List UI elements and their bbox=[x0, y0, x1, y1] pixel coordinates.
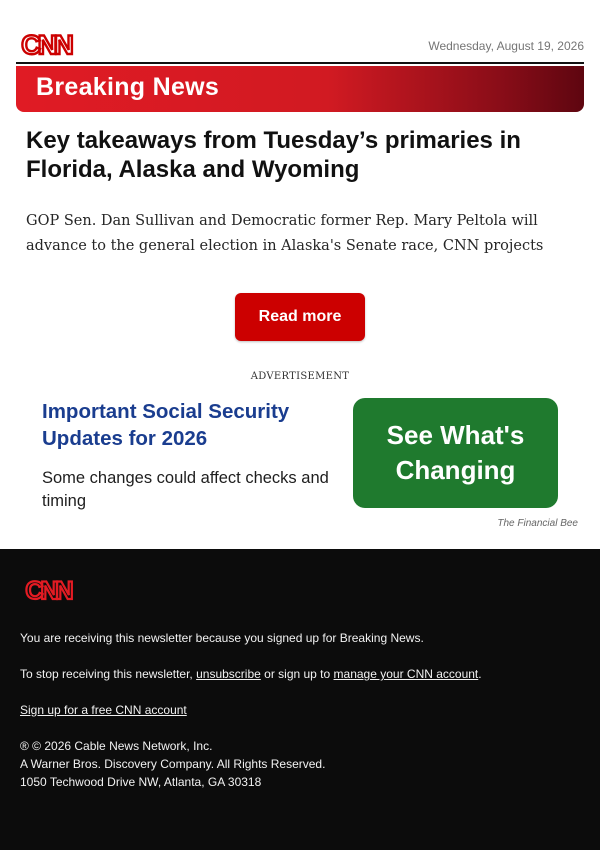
stop-middle: or sign up to bbox=[260, 667, 334, 681]
signup-link[interactable]: Sign up for a free CNN account bbox=[20, 703, 187, 717]
subscription-reason: You are receiving this newsletter because you signed up for Breaking News. bbox=[20, 631, 424, 645]
copyright: ® © 2026 Cable News Network, Inc. bbox=[20, 739, 213, 753]
advertisement-banner[interactable] bbox=[22, 388, 582, 534]
ad-cta-button[interactable] bbox=[353, 398, 558, 508]
banner-title: Breaking News bbox=[36, 73, 220, 101]
stop-suffix: . bbox=[478, 667, 482, 681]
breaking-news-banner bbox=[16, 66, 584, 112]
address: 1050 Techwood Drive NW, Atlanta, GA 30318 bbox=[20, 775, 262, 789]
stop-prefix: To stop receiving this newsletter, bbox=[20, 667, 197, 681]
advertisement-label: ADVERTISEMENT bbox=[250, 371, 350, 382]
read-more-button[interactable]: Read more bbox=[235, 293, 365, 341]
cnn-logo[interactable] bbox=[16, 30, 76, 60]
company-line: A Warner Bros. Discovery Company. All Rights Reserved. bbox=[20, 757, 326, 771]
unsubscribe-line bbox=[20, 665, 482, 683]
ad-body: Some changes could affect checks and timing bbox=[42, 469, 329, 510]
footer bbox=[0, 549, 600, 850]
cnn-logo-text: CNN bbox=[21, 30, 71, 60]
footer-logo-text: CNN bbox=[25, 577, 71, 605]
footer-cnn-logo[interactable] bbox=[20, 577, 76, 605]
unsubscribe-link[interactable]: unsubscribe bbox=[196, 667, 261, 681]
ad-headline: Important Social Security Updates for 2026 bbox=[42, 400, 290, 450]
header-divider bbox=[16, 62, 584, 64]
ad-cta-label: See What's Changing bbox=[386, 420, 525, 485]
article-summary: GOP Sen. Dan Sullivan and Democratic former Rep. Mary Peltola will advance to the general election in Alaska's Senate race, CNN projects bbox=[26, 213, 544, 254]
article-headline[interactable]: Key takeaways from Tuesday’s primaries in Florida, Alaska and Wyoming bbox=[26, 127, 521, 183]
signup-line bbox=[20, 701, 187, 719]
issue-date: Wednesday, August 19, 2026 bbox=[428, 39, 584, 53]
manage-account-link[interactable]: manage your CNN account bbox=[333, 667, 479, 681]
ad-source: The Financial Bee bbox=[497, 518, 578, 529]
